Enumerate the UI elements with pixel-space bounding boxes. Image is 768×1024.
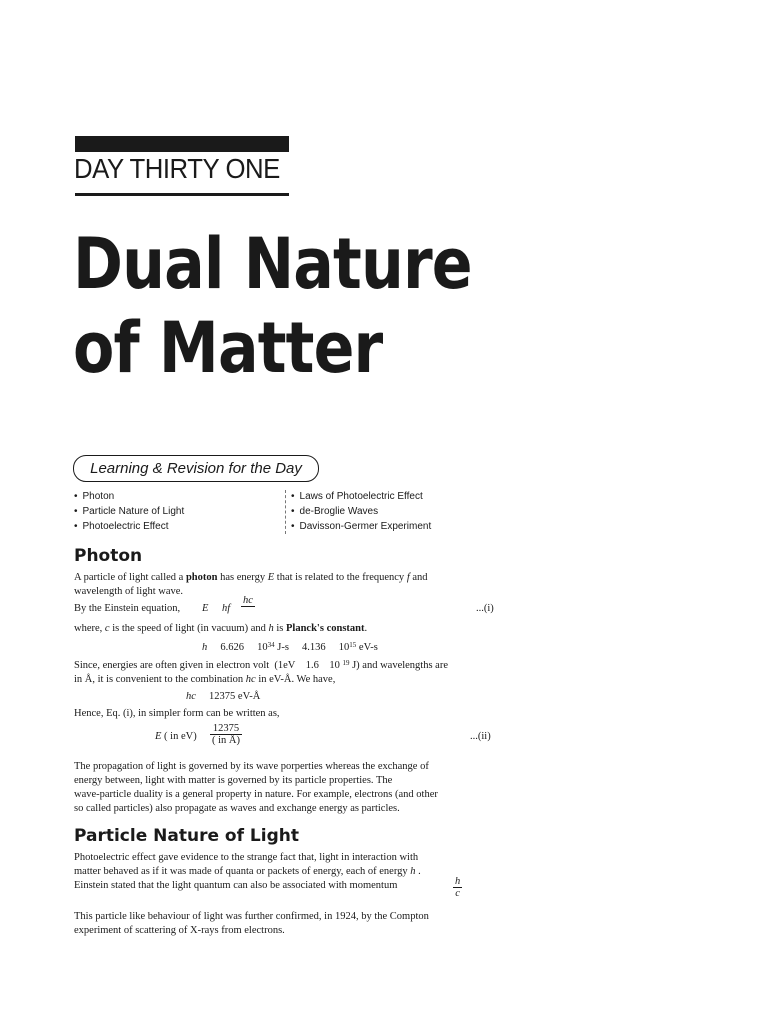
term-photon: photon bbox=[185, 572, 218, 583]
particle-paragraph-1 bbox=[74, 851, 514, 893]
momentum-denominator: c bbox=[453, 887, 462, 899]
eq2-fraction bbox=[210, 723, 242, 746]
text-run: matter behaved as if it was made of quanta or packets of energy, each of energy bbox=[74, 866, 411, 877]
photon-paragraph-2 bbox=[74, 622, 514, 636]
topic-item: • Particle Nature of Light bbox=[74, 504, 184, 519]
text-run: J) and wavelengths are bbox=[349, 660, 448, 671]
eq1-fraction-denominator bbox=[241, 606, 255, 618]
text-run: A particle of light called a bbox=[74, 572, 186, 583]
eq2-lhs bbox=[155, 730, 197, 744]
symbol: hc bbox=[245, 674, 256, 685]
value: 12375 eV-Å bbox=[209, 691, 261, 702]
symbol: h bbox=[202, 642, 208, 653]
symbol: h bbox=[268, 623, 274, 634]
text-run: . bbox=[364, 623, 368, 634]
text-line: wave-particle duality is a general property in nature. For example, electrons (and other bbox=[74, 789, 438, 800]
section-heading-particle-nature: Particle Nature of Light bbox=[74, 826, 299, 846]
topic-item: • de-Broglie Waves bbox=[291, 504, 431, 519]
eq1-fraction bbox=[241, 595, 255, 618]
symbol: c bbox=[104, 623, 110, 634]
learning-revision-box bbox=[73, 455, 319, 482]
text-run: where, bbox=[74, 623, 105, 634]
photon-paragraph-4: Hence, Eq. (i), in simpler form can be written as, bbox=[74, 708, 280, 719]
text-line: so called particles) also propagate as waves and exchange energy as particles. bbox=[74, 803, 400, 814]
topic-item: • Davisson-Germer Experiment bbox=[291, 519, 431, 534]
value: 10 bbox=[257, 642, 268, 653]
eq1-hf: hf bbox=[222, 603, 231, 614]
topic-item: • Laws of Photoelectric Effect bbox=[291, 489, 431, 504]
text-run: . bbox=[415, 866, 421, 877]
value: 6.626 bbox=[220, 642, 244, 653]
hc-value bbox=[186, 690, 260, 704]
text-run: is bbox=[273, 623, 287, 634]
unit: J-s bbox=[277, 642, 289, 653]
section-heading-photon: Photon bbox=[74, 546, 143, 566]
text-line: energy between, light with matter is governed by its particle properties. The bbox=[74, 775, 393, 786]
topics-divider bbox=[285, 490, 286, 534]
topics-left-list bbox=[74, 489, 184, 534]
value: 10 bbox=[338, 642, 350, 653]
text-run: Since, energies are often given in electron volt (1eV 1.6 10 bbox=[74, 660, 343, 671]
chapter-title-line-1: Dual Nature bbox=[73, 223, 472, 305]
text-line: The propagation of light is governed by its wave porperties whereas the exchange of bbox=[74, 761, 429, 772]
topic-item: • Photon bbox=[74, 489, 184, 504]
photon-paragraph-5 bbox=[74, 760, 514, 816]
text-line bbox=[74, 865, 514, 879]
eq2-tag: ...(ii) bbox=[470, 731, 491, 742]
symbol: hc bbox=[186, 691, 196, 702]
eq2-fraction-numerator: 12375 bbox=[212, 723, 240, 734]
text-line: Einstein stated that the light quantum can also be associated with momentum bbox=[74, 880, 398, 891]
symbol: E bbox=[267, 572, 275, 583]
text-run: ( in eV) bbox=[161, 731, 197, 742]
symbol: f bbox=[406, 572, 410, 583]
exponent: 19 bbox=[342, 659, 350, 667]
symbol: h bbox=[410, 866, 416, 877]
text-run: wavelength of light wave. bbox=[74, 586, 184, 597]
exponent: 34 bbox=[267, 641, 275, 649]
photon-paragraph-1 bbox=[74, 571, 514, 599]
text-run: in eV-Å. We have, bbox=[255, 674, 336, 685]
text-line: This particle like behaviour of light was further confirmed, in 1924, by the Compton bbox=[74, 911, 429, 922]
text-line: experiment of scattering of X-rays from electrons. bbox=[74, 925, 285, 936]
text-line: Photoelectric effect gave evidence to the strange fact that, light in interaction with bbox=[74, 852, 419, 863]
eq1-E: E bbox=[202, 603, 209, 614]
day-label: DAY THIRTY ONE bbox=[74, 153, 280, 184]
text-run: and bbox=[409, 572, 428, 583]
eq1-tag: ...(i) bbox=[476, 603, 494, 614]
plancks-constant-values bbox=[202, 641, 378, 655]
text-run: has energy bbox=[217, 572, 268, 583]
chapter-title-line-2: of Matter bbox=[73, 307, 383, 389]
learning-revision-label: Learning & Revision for the Day bbox=[90, 460, 302, 477]
topic-item: • Photoelectric Effect bbox=[74, 519, 184, 534]
photon-paragraph-3 bbox=[74, 659, 534, 687]
header-rule bbox=[75, 193, 289, 196]
symbol: E bbox=[155, 731, 162, 742]
topics-right-list bbox=[291, 489, 431, 534]
momentum-fraction bbox=[453, 876, 462, 899]
momentum-numerator: h bbox=[455, 876, 461, 887]
unit: eV-s bbox=[358, 642, 378, 653]
value: 4.136 bbox=[302, 642, 326, 653]
term-plancks-constant: Planck's constant bbox=[286, 623, 365, 634]
einstein-equation-lead: By the Einstein equation, bbox=[74, 603, 181, 614]
exponent: 15 bbox=[349, 641, 357, 649]
eq1-fraction-numerator: hc bbox=[243, 595, 253, 606]
particle-paragraph-2 bbox=[74, 910, 514, 938]
text-run: that is related to the frequency bbox=[274, 572, 407, 583]
text-run: in Å, it is convenient to the combination bbox=[74, 674, 246, 685]
text-run: is the speed of light (in vacuum) and bbox=[109, 623, 269, 634]
header-bar bbox=[75, 136, 289, 152]
eq2-fraction-denominator: ( in Å) bbox=[212, 735, 240, 746]
